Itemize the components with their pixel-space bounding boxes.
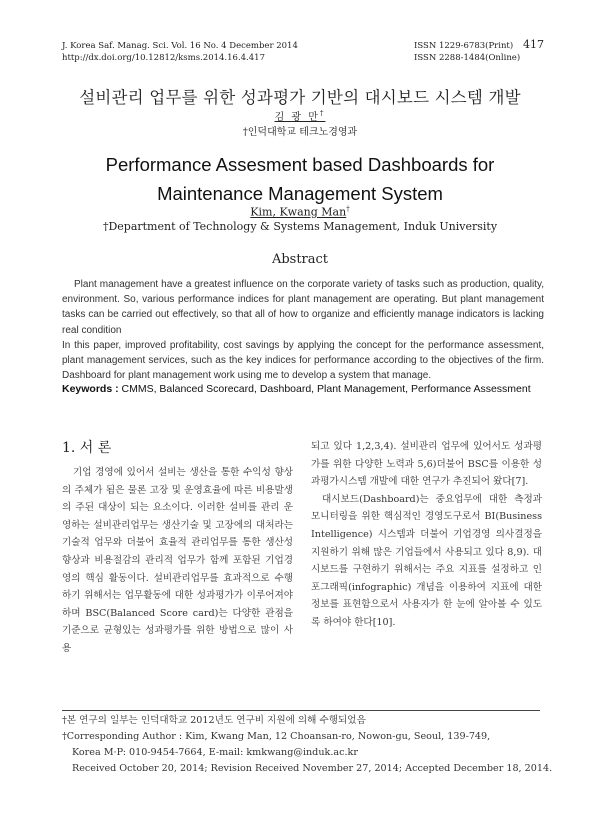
doi-link[interactable]: http://dx.doi.org/10.12812/ksms.2014.16.4.417 bbox=[62, 53, 265, 63]
abstract-body bbox=[62, 277, 544, 383]
author-english bbox=[0, 205, 600, 219]
body-column-left bbox=[62, 464, 293, 658]
body-paragraph: 대시보드(Dashboard)는 중요업무에 대한 측정과 모니터링을 위한 핵심적인 경영도구로서 BI(Business Intelligence) 시스템과 더불어 기업경영 의사결정을 지원하기 위해 많은 기업들에서 사용되고 있다 8,9). 대시보드를 구현하기 위해서는 주요 지표를 설정하고 인포그래픽(infographic) 개념을 이용하여 지표에 대한 정보를 표현함으로서 사용자가 한 눈에 알아볼 수 있도록 하여야 한다[10]. bbox=[311, 493, 542, 628]
footnote-contact: Korea M·P: 010-9454-7664, E-mail: kmkwang@induk.ac.kr bbox=[72, 747, 358, 758]
footnote-funding: †본 연구의 일부는 인덕대학교 2012년도 연구비 지원에 의해 수행되었음 bbox=[62, 715, 366, 726]
abstract-heading: Abstract bbox=[271, 252, 329, 267]
page-number: 417 bbox=[523, 38, 544, 51]
footnotes bbox=[62, 713, 552, 777]
author-korean-mark: † bbox=[319, 109, 326, 118]
issn-block bbox=[414, 40, 520, 64]
keywords-list: CMMS, Balanced Scorecard, Dashboard, Plant Management, Performance Assessment bbox=[121, 383, 531, 395]
affiliation-korean: †인덕대학교 테크노경영과 bbox=[242, 127, 358, 138]
affiliation-english: †Department of Technology & Systems Management, Induk University bbox=[102, 220, 498, 233]
body-column-right bbox=[311, 438, 542, 632]
body-paragraph: 되고 있다 1,2,3,4). 설비관리 업무에 있어서도 성과평가를 위한 다양한 노력과 5,6)더불어 BSC를 이용한 성과평가시스템 개발에 대한 연구가 추진되어 왔다[7]. bbox=[311, 441, 542, 488]
footnote-divider bbox=[62, 710, 540, 711]
keywords-label: Keywords : bbox=[62, 383, 122, 395]
title-korean: 설비관리 업무를 위한 성과평가 기반의 대시보드 시스템 개발 bbox=[79, 88, 521, 107]
abstract-paragraph: In this paper, improved profitability, cost savings by applying the concept for the performance assessment, plant management services, such as the key indices for performance according to the objectives of the firm. Dashboard for plant management work using me to develop a system that manage. bbox=[62, 339, 544, 382]
keywords-line bbox=[62, 383, 552, 395]
title-english: Performance Assesment based Dashboards for Maintenance Management System bbox=[105, 154, 495, 204]
journal-citation: J. Korea Saf. Manag. Sci. Vol. 16 No. 4 December 2014 bbox=[62, 41, 298, 51]
author-korean-name: 김 광 만 bbox=[274, 112, 320, 123]
footnote-corresponding-author: †Corresponding Author : Kim, Kwang Man, 12 Choansan-ro, Nowon-gu, Seoul, 139-749, bbox=[62, 731, 491, 742]
author-english-mark: † bbox=[346, 205, 350, 213]
author-english-name: Kim, Kwang Man bbox=[250, 205, 347, 219]
journal-header bbox=[62, 40, 298, 64]
abstract-paragraph: Plant management have a greatest influence on the corporate variety of tasks such as production, quality, environment. So, various performance indices for plant management are operating. But plant management tasks can be carried out effectively, so that all of how to organize and efficiently manage indicators is lacking real condition bbox=[62, 279, 544, 336]
author-korean bbox=[0, 108, 600, 123]
body-paragraph: 기업 경영에 있어서 설비는 생산을 통한 수익성 향상의 주체가 됨은 물론 고장 및 운영효율에 따른 비용발생 의 주된 대상이 되는 요소이다. 이러한 설비를 관리 운영하는 설비관리업무는 생산기술 및 고장에의 대처라는 기술적 업무와 더불어 효율적 관리업무를 통한 생산성 향상과 비용절감의 관리적 업무가 함께 포함된 기업경영의 핵심 활동이다. 설비관리업무를 효과적으로 수행하기 위해서는 업무활동에 대한 성과평가가 이루어져야 하며 BSC(Balanced Score card)는 다양한 관점을 기준으로 균형있는 성과평가를 위한 방법으로 많이 사용 bbox=[62, 467, 293, 654]
section-heading: 1. 서 론 bbox=[62, 440, 112, 456]
issn-print: ISSN 1229-6783(Print) bbox=[414, 41, 514, 51]
footnote-received: Received October 20, 2014; Revision Received November 27, 2014; Accepted December 18, 2014. bbox=[72, 763, 553, 774]
issn-online: ISSN 2288-1484(Online) bbox=[414, 53, 521, 63]
